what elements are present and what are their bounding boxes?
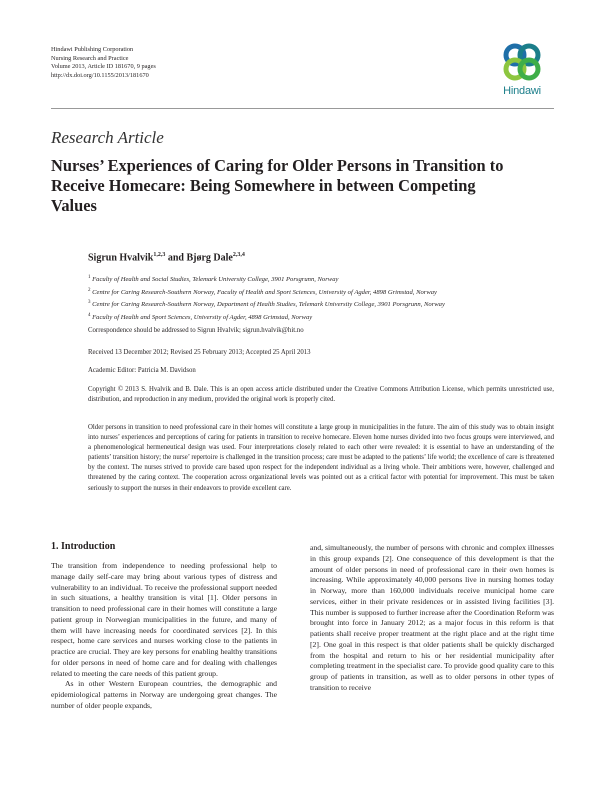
hindawi-logo[interactable]: [494, 42, 550, 100]
affiliation: [88, 286, 554, 299]
section-heading: 1. Introduction: [51, 541, 116, 552]
paper-title: Nurses’ Experiences of Caring for Older Persons in Transition to Receive Homecare: Being Somewhere in between Competing Values: [51, 156, 504, 215]
paragraph: The transition from independence to needing professional help to manage daily self-care may bring about various types of distress and vulnerability to an individual. To receive the professional support needed in such situations, a healthy transition is vital [1]. Older persons in transition to need professional care in their homes will constitute a large patient group in Norwegian municipalities in the future, and many of them will have increasing needs for coordinated services [2]. In this respect, home care services and nurses working close to the patients in practice are crucial. They are key persons for enabling healthy transitions for older persons in need of home care and for dealing with challenges related to meeting the care needs of this patient group.: [51, 561, 277, 678]
journal-name: Nursing Research and Practice: [51, 54, 129, 62]
affiliation-text: Faculty of Health and Social Studies, Telemark University College, 3901 Porsgrunn, Norway: [92, 276, 339, 284]
publisher-name: Hindawi Publishing Corporation: [51, 46, 134, 53]
affiliation-text: Faculty of Health and Sport Sciences, University of Agder, 4898 Grimstad, Norway: [92, 313, 313, 321]
article-dates: Received 13 December 2012; Revised 25 February 2013; Accepted 25 April 2013: [88, 349, 311, 356]
affiliation-num: 4: [88, 312, 91, 318]
affiliations: [88, 273, 554, 323]
affiliation: [88, 273, 554, 286]
paragraph: and, simultaneously, the number of persons with chronic and complex illnesses in this group expands [2]. One consequence of this development is that the amount of older persons in need of professional care in their own homes is increasing. While approximately 40,000 persons live in nursing homes today in Norway, more than 160,000 individuals receive municipal home care services, either in their private residences or in assisted living facilities [3]. This number is supposed to further increase after the Coordination Reform was brought into force in January 2012; as a major focus in this reform is that patients shall receive proper treatment at the right place and at the right time [2]. One goal in this respect is that older patients shall be quickly discharged from the hospital and return to his or her residential municipality after completing treatment in the specialist care. To provide good quality care to this group of patients in transition, as well as to older persons in other types of transition to receive: [310, 543, 554, 692]
affiliation-text: Centre for Caring Research-Southern Norway, Department of Health Studies, Telemark University College, 3901 Porsgrunn, Norway: [92, 301, 445, 309]
affiliation-num: 1: [88, 275, 91, 280]
affiliation-text: Centre for Caring Research-Southern Norway, Faculty of Health and Sport Sciences, University of Agder, 4898 Grimstad, Norway: [92, 288, 437, 296]
journal-header: [51, 46, 156, 80]
logo-text: Hindawi: [503, 85, 541, 97]
affiliation-num: 2: [88, 287, 91, 293]
affiliation-num: 3: [88, 300, 91, 306]
paragraph: As in other Western European countries, the demographic and epidemiological patterns in Norway are undergoing great changes. The number of older people expands,: [51, 679, 277, 710]
correspondence: Correspondence should be addressed to Sigrun Hvalvik; sigrun.hvalvik@hit.no: [88, 327, 304, 334]
author-affil-sup: 2,3,4: [232, 252, 245, 258]
hindawi-logo-icon: [499, 42, 545, 82]
body-column-right: [310, 543, 554, 694]
author-name: Bjørg Dale: [186, 252, 233, 264]
author-list: [88, 252, 245, 263]
affiliation: [88, 298, 554, 311]
author-and: and: [165, 252, 187, 264]
author-name: Sigrun Hvalvik: [88, 252, 154, 264]
academic-editor: Academic Editor: Patricia M. Davidson: [88, 367, 196, 374]
header-rule: [51, 108, 554, 109]
affiliation: [88, 311, 554, 324]
doi-link[interactable]: http://dx.doi.org/10.1155/2013/181670: [51, 71, 149, 79]
body-column-left: [51, 561, 277, 712]
article-type: Research Article: [51, 128, 164, 147]
author-affil-sup: 1,2,3: [153, 252, 166, 258]
copyright-notice: Copyright © 2013 S. Hvalvik and B. Dale. This is an open access article distributed under the Creative Commons Attribution License, which permits unrestricted use, distribution, and reproduction in any medium, provided the original work is properly cited.: [88, 386, 554, 403]
abstract: Older persons in transition to need professional care in their homes will constitute a large group in municipalities in the future. The aim of this study was to obtain insight into nurses’ experiences and perceptions of caring for patients in transition to receive homecare. Eleven home nurses divided into two focus groups were interviewed, and a phenomenological hermeneutical design was used. Four interpretations closely related to each other were revealed: it is essential to have an understanding of the patients’ transition history; the nurse’ repertoire is challenged in the transition process; care must be adapted to the patients’ life world; the excellence of care is threatened by the context. The nurses strived to provide care based upon respect for the independent individual as a living whole. Their ambitions were, however, challenged and threatened by the caring context. The cooperation across organizational levels was pointed out as a critical factor with potential for improvement. This must be taken seriously to support the nurses in their endeavors to provide excellent care.: [88, 424, 554, 492]
volume-info: Volume 2013, Article ID 181670, 9 pages: [51, 63, 156, 71]
